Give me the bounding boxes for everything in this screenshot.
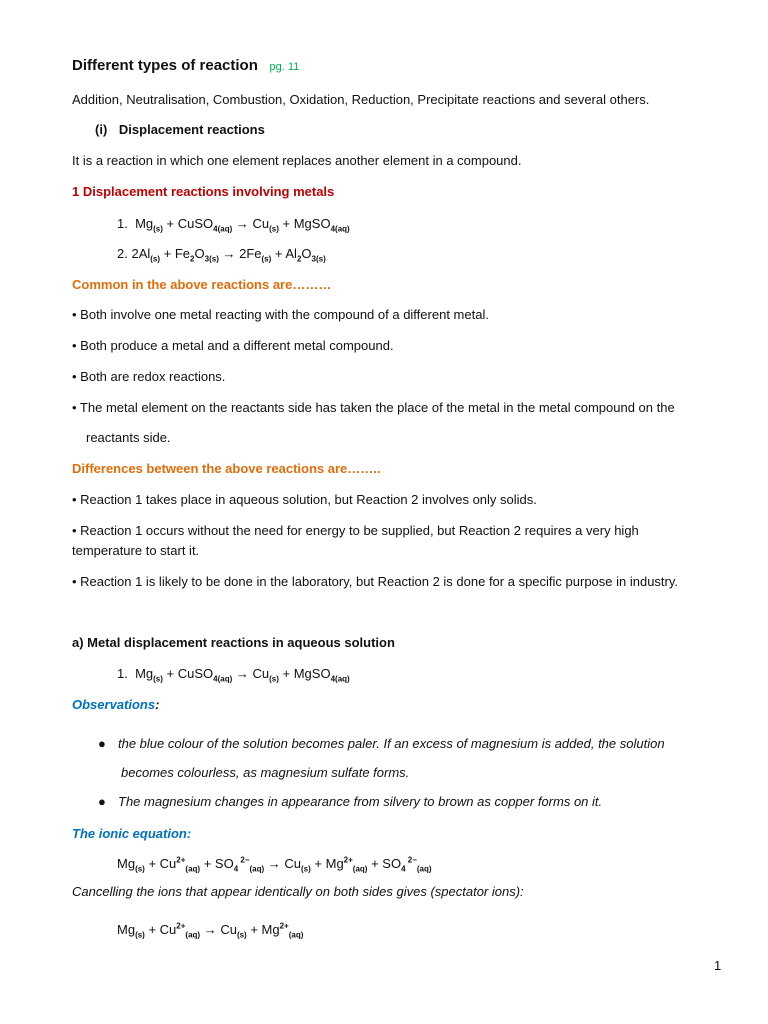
eq-state: (aq)	[335, 224, 350, 234]
difference-point: • Reaction 1 occurs without the need for energy to be supplied, but Reaction 2 requires a very high	[72, 523, 639, 538]
eq-subscript: 3	[311, 254, 316, 264]
page-title: Different types of reaction	[72, 57, 258, 74]
eq-state: (aq)	[352, 864, 368, 874]
eq-state: (s)	[153, 224, 163, 234]
eq-charge: 2−	[405, 855, 417, 865]
eq-term: + Al	[271, 246, 297, 261]
eq-state: (s)	[261, 254, 272, 264]
eq-state: (s)	[209, 254, 219, 264]
page-title-line	[72, 58, 299, 75]
eq-term: Mg	[135, 666, 154, 681]
eq-subscript: 4	[213, 674, 218, 684]
bullet-icon: ●	[98, 794, 106, 809]
observation-continued: becomes colourless, as magnesium sulfate forms.	[121, 765, 410, 780]
eq-subscript: 4	[330, 224, 336, 234]
arrow-symbol: →	[264, 856, 285, 871]
eq-term: + Cu	[144, 856, 177, 871]
arrow-symbol: →	[232, 666, 253, 681]
eq-term: Mg	[135, 216, 154, 231]
eq-state: (aq)	[185, 930, 201, 940]
eq-term: Cu	[220, 922, 237, 937]
eq-state: (s)	[135, 930, 145, 940]
eq-subscript: 2	[190, 254, 195, 264]
eq-term: + Mg	[310, 856, 344, 871]
eq-term: + SO	[200, 856, 234, 871]
eq-term: O	[301, 246, 312, 261]
common-point: • Both produce a metal and a different metal compound.	[72, 338, 394, 353]
eq-term: + SO	[367, 856, 402, 871]
eq-state: (s)	[153, 674, 163, 684]
eq-state: (aq)	[217, 224, 233, 234]
eq-term: + CuSO	[162, 666, 214, 681]
observation-text: The magnesium changes in appearance from silvery to brown as copper forms on it.	[118, 794, 603, 809]
eq-subscript: 2	[296, 254, 302, 264]
eq-charge: 2+	[176, 921, 186, 931]
eq-state: (aq)	[288, 930, 304, 940]
eq-term: + Cu	[144, 922, 177, 937]
eq-subscript: 4	[213, 224, 218, 234]
page-number: 1	[714, 958, 722, 973]
eq-subscript: 3	[204, 254, 210, 264]
section-number: (i)	[95, 122, 108, 137]
eq-subscript: 4	[233, 864, 239, 874]
eq-state: (s)	[150, 254, 161, 264]
reaction-types-list: Addition, Neutralisation, Combustion, Oxidation, Reduction, Precipitate reactions and several others.	[72, 92, 650, 107]
arrow-symbol: →	[232, 216, 253, 231]
eq-term: + Mg	[246, 922, 280, 937]
eq-term: + MgSO	[278, 216, 331, 231]
eq-state: (aq)	[249, 864, 265, 874]
equation-1-repeat	[117, 666, 350, 682]
eq-state: (aq)	[185, 864, 201, 874]
eq-state: (aq)	[416, 864, 432, 874]
eq-term: Cu	[252, 666, 270, 681]
common-heading: Common in the above reactions are………	[72, 277, 332, 292]
eq-state: (s)	[301, 864, 311, 874]
eq-state: (s)	[269, 674, 279, 684]
eq-charge: 2−	[238, 855, 250, 865]
common-point-continued: reactants side.	[86, 430, 171, 445]
observations-heading: Observations	[72, 697, 156, 712]
equation-number: 2.	[117, 246, 128, 261]
eq-charge: 2+	[176, 855, 186, 865]
eq-state: (s)	[236, 930, 247, 940]
section-heading-displacement	[95, 122, 265, 138]
observations-colon: :	[155, 697, 160, 712]
eq-term: 2Al	[131, 246, 151, 261]
arrow-symbol: →	[218, 246, 240, 261]
eq-term: Mg	[117, 856, 136, 871]
eq-term: Cu	[284, 856, 302, 871]
common-point: • Both involve one metal reacting with the compound of a different metal.	[72, 307, 489, 322]
equation-number: 1.	[117, 216, 128, 231]
common-point: • The metal element on the reactants side has taken the place of the metal in the metal compound on the	[72, 400, 675, 415]
eq-state: (s)	[315, 254, 326, 264]
subsection-heading-metals: 1 Displacement reactions involving metals	[72, 184, 335, 199]
equation-number: 1.	[117, 666, 128, 681]
eq-charge: 2+	[279, 921, 289, 931]
eq-term: Cu	[252, 216, 270, 231]
eq-charge: 2+	[343, 855, 353, 865]
difference-point-continued: temperature to start it.	[72, 543, 200, 558]
ionic-equation	[117, 856, 432, 872]
eq-state: (aq)	[217, 674, 233, 684]
eq-state: (aq)	[335, 674, 350, 684]
equation-2	[117, 246, 326, 262]
difference-point: • Reaction 1 takes place in aqueous solution, but Reaction 2 involves only solids.	[72, 492, 537, 507]
section-title: Displacement reactions	[118, 122, 265, 137]
eq-term: + Fe	[160, 246, 191, 261]
eq-state: (s)	[135, 864, 145, 874]
definition-text: It is a reaction in which one element replaces another element in a compound.	[72, 153, 522, 168]
observations-heading-line	[72, 697, 159, 713]
section-heading-aqueous: a) Metal displacement reactions in aqueous solution	[72, 635, 395, 650]
common-point: • Both are redox reactions.	[72, 369, 226, 384]
differences-heading: Differences between the above reactions are……..	[72, 461, 381, 476]
net-ionic-equation	[117, 922, 303, 938]
eq-term: Mg	[117, 922, 136, 937]
page-reference: pg. 11	[269, 61, 300, 73]
bullet-icon: ●	[98, 736, 106, 751]
cancel-text: Cancelling the ions that appear identically on both sides gives (spectator ions):	[72, 884, 524, 899]
eq-subscript: 4	[401, 864, 406, 874]
ionic-heading: The ionic equation:	[72, 826, 192, 841]
eq-term: 2Fe	[239, 246, 262, 261]
eq-subscript: 4	[330, 674, 336, 684]
eq-term: O	[194, 246, 205, 261]
eq-term: + MgSO	[278, 666, 331, 681]
difference-point: • Reaction 1 is likely to be done in the laboratory, but Reaction 2 is done for a specific purpose in industry.	[72, 574, 679, 589]
equation-1	[117, 216, 350, 232]
arrow-symbol: →	[200, 922, 221, 937]
eq-term: + CuSO	[162, 216, 214, 231]
eq-state: (s)	[269, 224, 279, 234]
observation-text: the blue colour of the solution becomes paler. If an excess of magnesium is added, the solution	[118, 736, 665, 751]
